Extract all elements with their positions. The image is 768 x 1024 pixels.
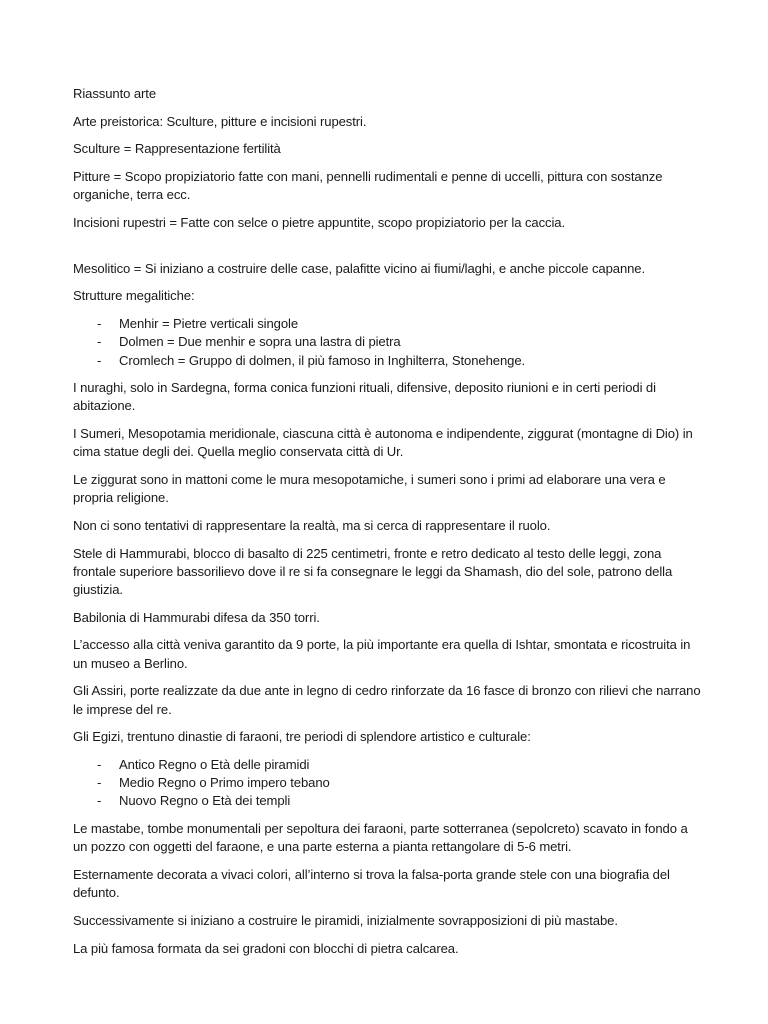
- paragraph-mastabe: Le mastabe, tombe monumentali per sepoltura dei faraoni, parte sotterranea (sepolcreto) scavato in fondo a un pozzo con oggetti del faraone, e una parte esterna a pianta rettangolare di 5-6 metri.: [73, 821, 688, 855]
- paragraph-ziggurat: Le ziggurat sono in mattoni come le mura mesopotamiche, i sumeri sono i primi ad elaborare una vera e propria religione.: [73, 472, 666, 506]
- paragraph-mesolitico: Mesolitico = Si iniziano a costruire delle case, palafitte vicino ai fiumi/laghi, e anche piccole capanne.: [73, 260, 646, 276]
- paragraph-babilonia: Babilonia di Hammurabi difesa da 350 torri.: [73, 609, 320, 625]
- document-page: [73, 85, 703, 967]
- megalithic-structures-list: [73, 315, 703, 370]
- list-item-text: Menhir = Pietre verticali singole: [119, 316, 299, 332]
- paragraph-assiri: Gli Assiri, porte realizzate da due ante in legno di cedro rinforzate da 16 fasce di bronzo con rilievi che narrano le imprese del re.: [73, 683, 701, 717]
- list-dash-marker: -: [97, 316, 102, 332]
- list-item-text: Dolmen = Due menhir e sopra una lastra di pietra: [119, 334, 401, 350]
- list-item: [73, 333, 703, 351]
- document-title: Riassunto arte: [73, 86, 157, 101]
- egyptian-periods-list: [73, 756, 703, 811]
- list-dash-marker: -: [97, 793, 102, 809]
- paragraph-decorazione: Esternamente decorata a vivaci colori, all’interno si trova la falsa-porta grande stele con una biografia del defunto.: [73, 867, 670, 901]
- list-dash-marker: -: [97, 334, 102, 350]
- list-item: [73, 792, 703, 810]
- paragraph-pitture: Pitture = Scopo propiziatorio fatte con mani, pennelli rudimentali e penne di uccelli, pittura con sostanze organiche, terra ecc.: [73, 169, 663, 203]
- list-item-text: Nuovo Regno o Età dei templi: [119, 793, 291, 809]
- list-dash-marker: -: [97, 756, 102, 772]
- blank-line: [73, 242, 703, 260]
- paragraph-egizi: Gli Egizi, trentuno dinastie di faraoni, tre periodi di splendore artistico e culturale:: [73, 729, 531, 745]
- paragraph-arte-preistorica: Arte preistorica: Sculture, pitture e incisioni rupestri.: [73, 113, 367, 129]
- paragraph-rappresentazione: Non ci sono tentativi di rappresentare la realtà, ma si cerca di rappresentare il ruolo.: [73, 517, 551, 533]
- paragraph-sculture: Sculture = Rappresentazione fertilità: [73, 141, 281, 157]
- list-item: [73, 774, 703, 792]
- list-dash-marker: -: [97, 352, 102, 368]
- paragraph-piramidi: Successivamente si iniziano a costruire le piramidi, inizialmente sovrapposizioni di più mastabe.: [73, 912, 618, 928]
- paragraph-nuraghi: I nuraghi, solo in Sardegna, forma conica funzioni rituali, difensive, deposito riunioni e in certi periodi di abitazione.: [73, 380, 656, 414]
- paragraph-stele-hammurabi: Stele di Hammurabi, blocco di basalto di 225 centimetri, fronte e retro dedicato al testo delle leggi, zona frontale superiore bassorilievo dove il re si fa consegnare le leggi da Shamash, dio del sole, patrono della giustizia.: [73, 545, 673, 598]
- list-item: [73, 315, 703, 333]
- paragraph-porte-ishtar: L’accesso alla città veniva garantito da 9 porte, la più importante era quella di Ishtar, smontata e ricostruita in un museo a Berlino.: [73, 637, 691, 671]
- list-item-text: Cromlech = Gruppo di dolmen, il più famoso in Inghilterra, Stonehenge.: [119, 352, 526, 368]
- paragraph-sumeri: I Sumeri, Mesopotamia meridionale, ciascuna città è autonoma e indipendente, ziggurat (montagne di Dio) in cima statue degli dei. Quella meglio conservata città di Ur.: [73, 426, 693, 460]
- paragraph-incisioni-rupestri: Incisioni rupestri = Fatte con selce o pietre appuntite, scopo propiziatorio per la caccia.: [73, 215, 566, 231]
- list-item: [73, 352, 703, 370]
- list-item: [73, 756, 703, 774]
- list-item-text: Medio Regno o Primo impero tebano: [119, 775, 330, 791]
- list-dash-marker: -: [97, 775, 102, 791]
- paragraph-strutture-megalitiche: Strutture megalitiche:: [73, 288, 195, 304]
- list-item-text: Antico Regno o Età delle piramidi: [119, 756, 310, 772]
- paragraph-piramide-gradoni: La più famosa formata da sei gradoni con blocchi di pietra calcarea.: [73, 940, 459, 956]
